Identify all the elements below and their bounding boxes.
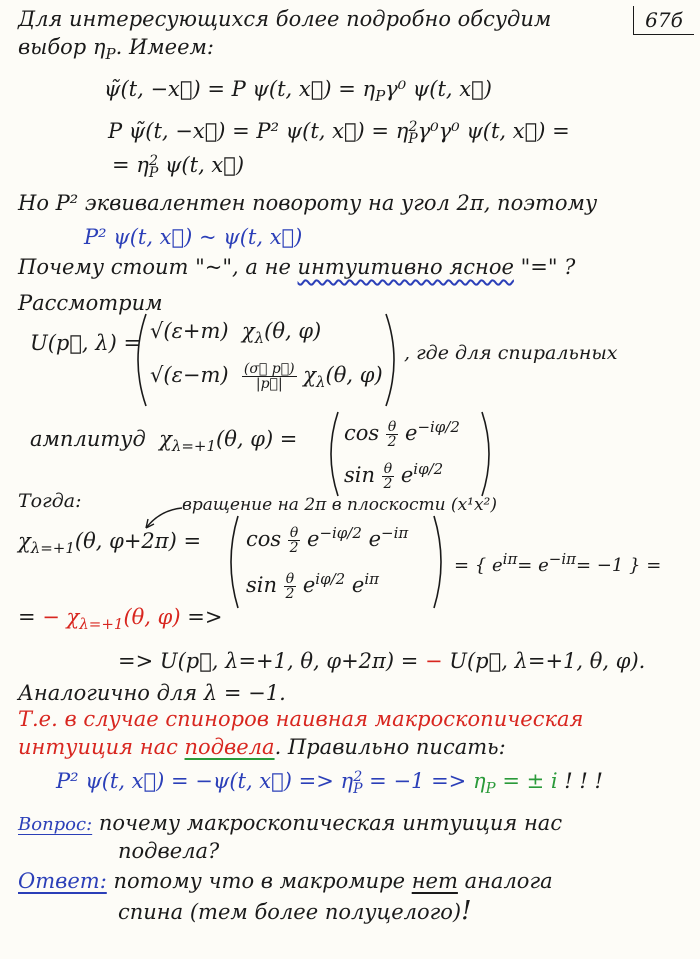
conclusion-line-1: Т.е. в случае спиноров наивная макроскопическая — [18, 707, 584, 731]
intro-line-2: выбор $\eta_P$. Имеем: — [18, 35, 215, 64]
rotated-chi-top: cos $\frac{\theta}{2}$ $e^{-i\varphi/2}$ $e^{-i\pi}$ — [246, 524, 409, 556]
amplitude-bottom: sin $\frac{\theta}{2}$ $e^{i\varphi/2}$ — [344, 460, 444, 492]
question-block: Вопрос: почему макроскопическая интуиция нас — [18, 811, 563, 835]
answer-block: Ответ: потому что в макромире нет аналога — [18, 869, 553, 893]
rotated-chi-bottom: sin $\frac{\theta}{2}$ $e^{i\varphi/2}$ $e^{i\pi}$ — [246, 570, 379, 602]
question-block-cont: подвела? — [118, 839, 220, 863]
equation-parity-2: P ψ̃(t, −x⃗) = P² ψ(t, x⃗) = η 2 P γ⁰γ⁰ ψ(t, x⃗) = — [108, 118, 570, 147]
amplitude-lhs: амплитуд $\chi_{\lambda=+1}(\theta$, φ) = — [30, 427, 298, 456]
intro-line-1: Для интересующихся более подробно обсудим — [18, 7, 552, 31]
right-paren-u — [384, 312, 404, 408]
left-paren-u — [128, 312, 148, 408]
left-paren-amplitude — [322, 410, 340, 498]
rotation-statement: Но P² эквивалентен повороту на угол 2π, поэтому — [18, 191, 598, 215]
right-paren-amplitude — [480, 410, 498, 498]
analog-line: Аналогично для λ = −1. — [18, 681, 286, 705]
rotated-phase-identity: = { $e^{i\pi}= e^{-i\pi}= -1$ } = — [454, 550, 662, 576]
right-paren-rotated — [432, 514, 450, 610]
final-equation: P² ψ(t, x⃗) = −ψ(t, x⃗) => η 2 P = $-1 => \eta_P$ = ± i ! ! ! — [56, 768, 603, 798]
then-label: Тогда: — [18, 490, 82, 512]
rotation-note: вращение на 2π в плоскости (x¹x²) — [182, 495, 498, 515]
equation-parity-3: = η 2 P ψ(t, x⃗) — [112, 152, 245, 181]
spinor-u-bottom: √(ε−m) $\frac{(\sigma⃗ p⃗)}{|p⃗|}$ $\chi_\lambda(\theta$, φ) — [150, 361, 383, 392]
left-paren-rotated — [222, 514, 240, 610]
equation-p2-similar: P² ψ(t, x⃗) ~ ψ(t, x⃗) — [84, 225, 303, 249]
consider-line: Рассмотрим — [18, 291, 163, 315]
spinor-u-comment: , где для спиральных — [404, 342, 618, 364]
spinor-u-lhs: U(p⃗, λ) = — [30, 331, 142, 355]
amplitude-top: cos $\frac{\theta}{2}$ $e^{-i\varphi/2}$ — [344, 418, 460, 450]
rotated-chi-lhs: $\chi_{\lambda=+1}(\theta$, φ+2π) = — [18, 529, 202, 558]
spinor-u-sign-flip: => U(p⃗, λ=+1, θ, φ+2π) = − U(p⃗, λ=+1, θ, φ). — [118, 649, 646, 673]
equation-parity-1: ψ̃(t, −x⃗) = P ψ(t, x⃗) = $\eta_P\gamma^0$ ψ(t, x⃗) — [104, 77, 492, 106]
negated-chi-line: = − $\chi_{\lambda=+1}(\theta$, φ) => — [18, 605, 223, 634]
spinor-u-top: √(ε+m) $\chi_\lambda(\theta$, φ) — [150, 319, 322, 348]
conclusion-line-2: интуиция нас подвела. Правильно писать: — [18, 735, 506, 759]
page-number: 67б — [633, 6, 694, 35]
question-line: Почему стоит "~", а не интуитивно ясное "=" ? — [18, 255, 576, 279]
answer-block-cont: спина (тем более полуцелого)! — [118, 896, 472, 926]
